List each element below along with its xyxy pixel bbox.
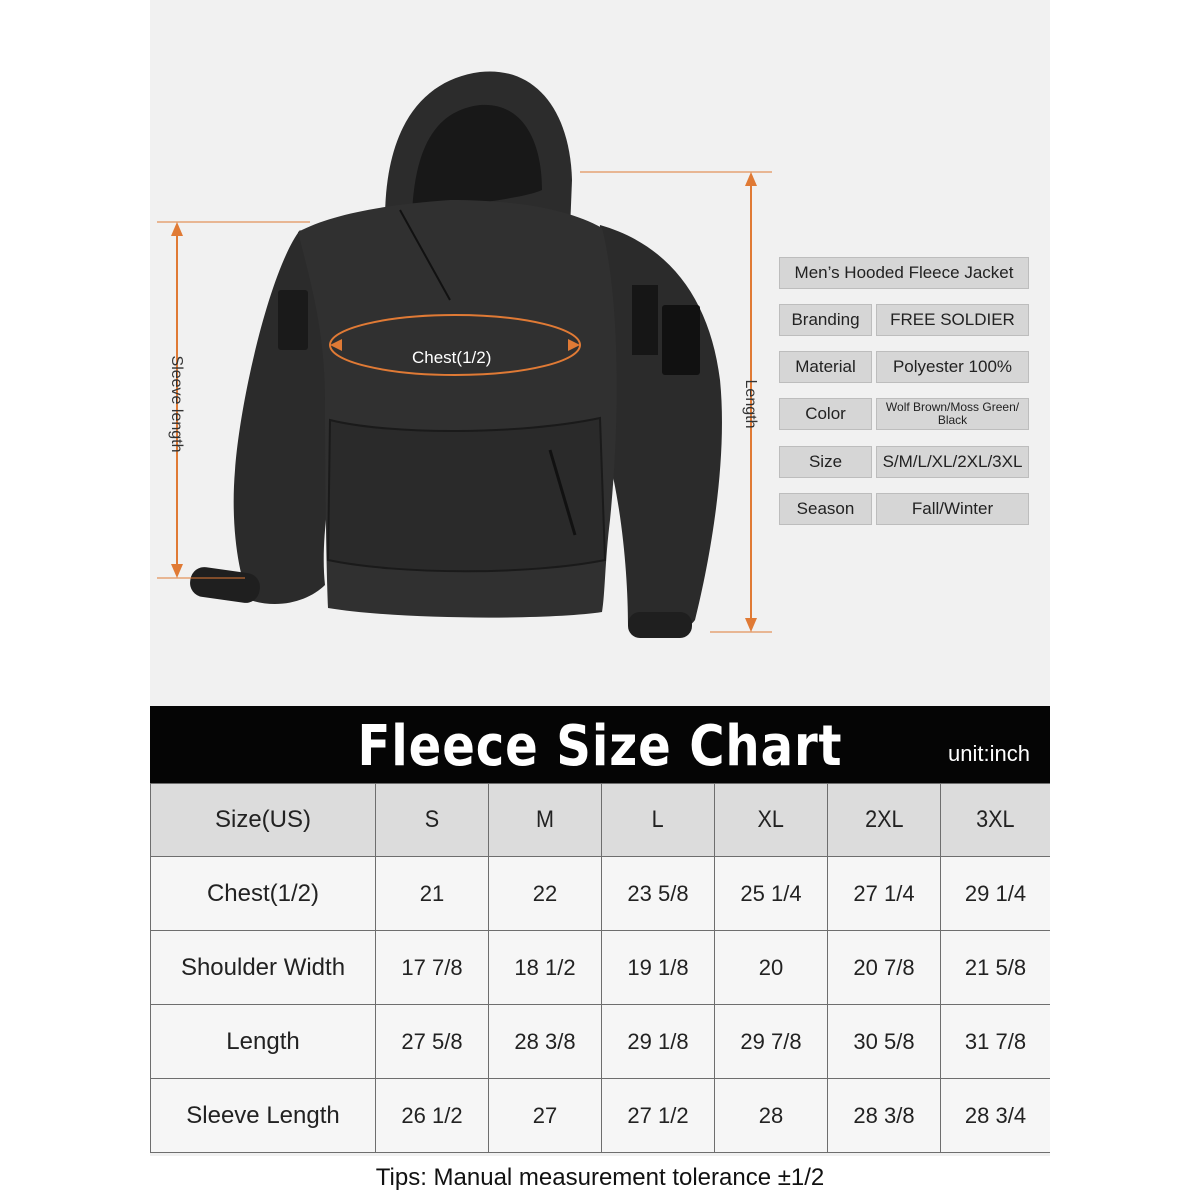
length-label: Length <box>742 379 759 429</box>
table-cell: 20 7/8 <box>828 931 941 1005</box>
header-cell-2xl <box>828 784 941 857</box>
table-row <box>151 1079 1051 1153</box>
header-cell-l <box>602 784 715 857</box>
table-cell: 21 5/8 <box>941 931 1051 1005</box>
spec-title: Men’s Hooded Fleece Jacket <box>779 257 1029 289</box>
header-cell-m <box>489 784 602 857</box>
table-cell: 29 7/8 <box>715 1005 828 1079</box>
size-chart-title: Fleece Size Chart <box>357 714 843 779</box>
table-cell: 17 7/8 <box>376 931 489 1005</box>
table-cell: 19 1/8 <box>602 931 715 1005</box>
size-3xl-label: 3XL <box>976 806 1015 833</box>
spec-label-season: Season <box>779 493 872 525</box>
header-cell-s <box>376 784 489 857</box>
sleeve-length-label: Sleeve length <box>168 355 185 453</box>
chest-label: Chest(1/2) <box>412 348 492 367</box>
spec-value-season: Fall/Winter <box>876 493 1029 525</box>
spec-label-size: Size <box>779 446 872 478</box>
size-chart-table <box>150 783 1050 1153</box>
table-cell: 28 <box>715 1079 828 1153</box>
table-cell: 29 1/4 <box>941 857 1051 931</box>
table-cell: 27 1/2 <box>602 1079 715 1153</box>
table-row <box>151 1005 1051 1079</box>
table-cell: 31 7/8 <box>941 1005 1051 1079</box>
spec-value-material: Polyester 100% <box>876 351 1029 383</box>
product-photo-area <box>150 0 1050 705</box>
spec-label-material: Material <box>779 351 872 383</box>
spec-label-color: Color <box>779 398 872 430</box>
table-row <box>151 931 1051 1005</box>
table-cell: 27 1/4 <box>828 857 941 931</box>
row-label-shoulder-width: Shoulder Width <box>151 931 376 1005</box>
table-cell: 18 1/2 <box>489 931 602 1005</box>
table-cell: 23 5/8 <box>602 857 715 931</box>
row-label-length: Length <box>151 1005 376 1079</box>
size-s-label: S <box>424 806 440 833</box>
table-cell: 20 <box>715 931 828 1005</box>
table-cell: 28 3/8 <box>828 1079 941 1153</box>
product-size-chart-image <box>150 0 1050 1200</box>
header-cell-xl <box>715 784 828 857</box>
size-m-label: M <box>536 806 554 833</box>
table-cell: 26 1/2 <box>376 1079 489 1153</box>
table-cell: 25 1/4 <box>715 857 828 931</box>
header-cell-3xl <box>941 784 1051 857</box>
table-cell: 30 5/8 <box>828 1005 941 1079</box>
size-xl-label: XL <box>757 806 785 833</box>
row-label-sleeve-length: Sleeve Length <box>151 1079 376 1153</box>
table-cell: 21 <box>376 857 489 931</box>
table-header-row <box>151 784 1051 857</box>
spec-value-size: S/M/L/XL/2XL/3XL <box>876 446 1029 478</box>
unit-label: unit:inch <box>948 741 1030 766</box>
row-label-chest: Chest(1/2) <box>151 857 376 931</box>
spec-label-branding: Branding <box>779 304 872 336</box>
table-cell: 22 <box>489 857 602 931</box>
table-cell: 27 <box>489 1079 602 1153</box>
table-cell: 29 1/8 <box>602 1005 715 1079</box>
table-cell: 28 3/8 <box>489 1005 602 1079</box>
spec-value-branding: FREE SOLDIER <box>876 304 1029 336</box>
measurement-tips: Tips: Manual measurement tolerance ±1/2 <box>150 1156 1050 1200</box>
size-2xl-label: 2XL <box>864 806 904 833</box>
size-l-label: L <box>651 806 665 833</box>
table-cell: 28 3/4 <box>941 1079 1051 1153</box>
size-chart-banner <box>150 706 1050 783</box>
table-row <box>151 857 1051 931</box>
spec-value-color: Wolf Brown/Moss Green/ Black <box>876 398 1029 430</box>
header-cell-size-us: Size(US) <box>151 784 376 857</box>
table-cell: 27 5/8 <box>376 1005 489 1079</box>
